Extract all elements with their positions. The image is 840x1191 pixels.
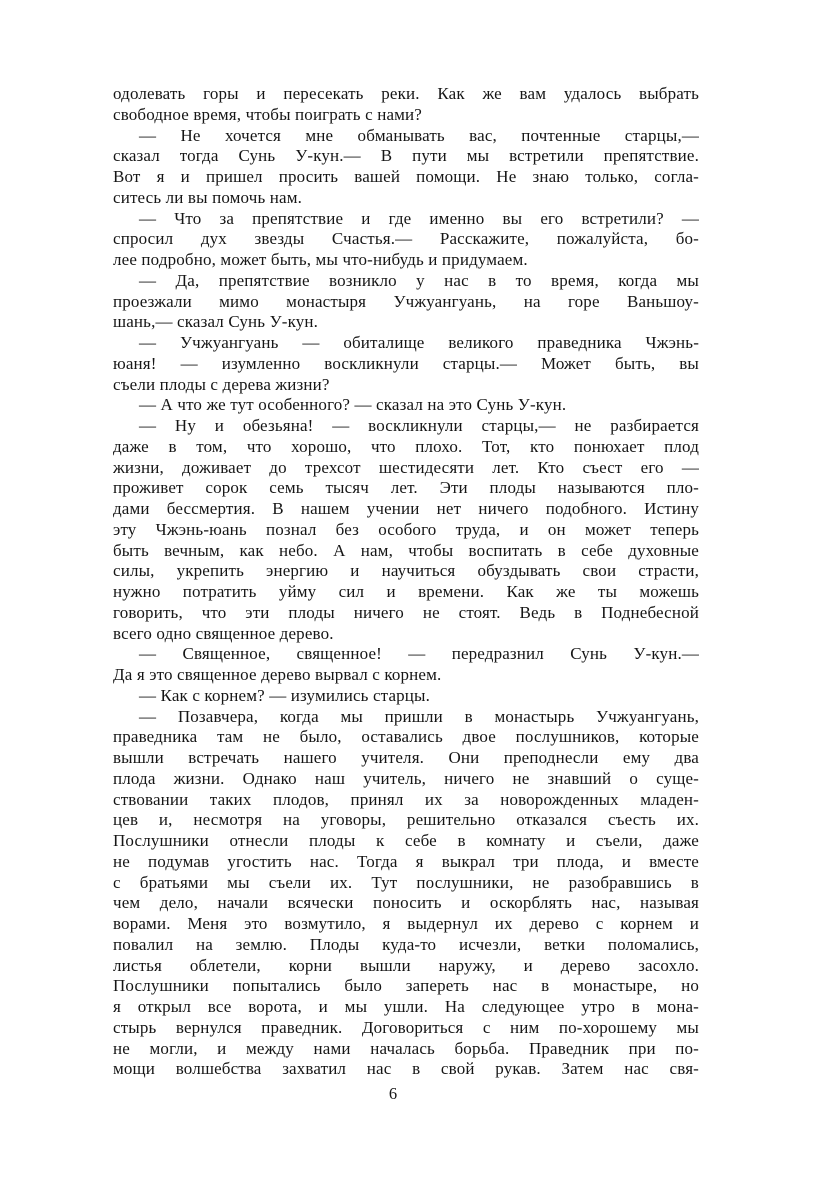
- text-line: — Ну и обезьяна! — воскликнули старцы,— не разбирается: [139, 416, 699, 435]
- text-block: [113, 84, 699, 1080]
- text-line: с братьями мы съели их. Тут послушники, не разобравшись в: [113, 872, 699, 892]
- text-line: ситесь ли вы помочь нам.: [113, 187, 303, 207]
- page-number: 6: [388, 1084, 398, 1103]
- text-line: нужно потратить уйму сил и времени. Как же ты можешь: [113, 582, 699, 601]
- text-line: — Священное, священное! — передразнил Сунь У-кун.—: [139, 644, 699, 664]
- text-line: даже в том, что хорошо, что плохо. Тот, кто понюхает плод: [113, 436, 699, 456]
- text-line: — Как с корнем? — изумились старцы.: [139, 685, 431, 705]
- text-line: силы, укрепить энергию и научиться обуздывать свои страсти,: [113, 561, 699, 581]
- text-line: говорить, что эти плоды ничего не стоят. Ведь в Поднебесной: [113, 602, 699, 622]
- text-line: проживет сорок семь тысяч лет. Эти плоды называются пло-: [113, 478, 699, 498]
- text-line: быть вечным, как небо. А нам, чтобы воспитать в себе духовные: [113, 540, 699, 560]
- text-line: юаня! — изумленно воскликнули старцы.— Может быть, вы: [113, 353, 699, 373]
- text-line: мощи волшебства захватил нас в свой рукав. Затем нас свя-: [113, 1059, 699, 1079]
- text-line: свободное время, чтобы поиграть с нами?: [113, 104, 422, 124]
- text-line: дами бессмертия. В нашем учении нет ничего подобного. Истину: [113, 499, 699, 518]
- text-line: не могли, и между нами началась борьба. Праведник при по-: [113, 1038, 699, 1058]
- text-line: съели плоды с дерева жизни?: [113, 374, 330, 394]
- text-line: всего одно священное дерево.: [113, 623, 334, 643]
- text-line: спросил дух звезды Счастья.— Расскажите, пожалуйста, бо-: [113, 229, 699, 249]
- text-line: — Да, препятствие возникло у нас в то время, когда мы: [139, 270, 699, 290]
- text-line: — Не хочется мне обманывать вас, почтенные старцы,—: [139, 125, 699, 145]
- text-line: Да я это священное дерево вырвал с корнем.: [113, 665, 442, 684]
- text-line: жизни, доживает до трехсот шестидесяти лет. Кто съест его —: [113, 457, 699, 477]
- text-line: Послушники попытались было запереть нас в монастыре, но: [113, 976, 699, 996]
- text-line: повалил на землю. Плоды куда-то исчезли, ветки поломались,: [113, 934, 699, 954]
- text-line: одолевать горы и пересекать реки. Как же вам удалось выбрать: [113, 84, 699, 103]
- text-line: проезжали мимо монастыря Учжуангуань, на горе Ваньшоу-: [113, 291, 699, 311]
- text-line: — Что за препятствие и где именно вы его встретили? —: [139, 208, 699, 228]
- text-line: не подумав угостить нас. Тогда я выкрал три плода, и вместе: [113, 851, 699, 871]
- text-line: цев и, несмотря на уговоры, решительно отказался съесть их.: [113, 810, 699, 830]
- text-line: Вот я и пришел просить вашей помощи. Не знаю только, согла-: [113, 167, 699, 186]
- text-line: лее подробно, может быть, мы что-нибудь и придумаем.: [113, 250, 528, 269]
- text-line: праведника там не было, оставались двое послушников, которые: [113, 727, 699, 747]
- text-line: чем дело, начали всячески поносить и оскорблять нас, называя: [113, 893, 699, 913]
- text-line: ворами. Меня это возмутило, я выдернул их дерево с корнем и: [113, 914, 699, 933]
- text-line: Послушники отнесли плоды к себе в комнату и съели, даже: [113, 831, 699, 850]
- text-line: — А что же тут особенного? — сказал на это Сунь У-кун.: [139, 395, 567, 415]
- text-line: листья облетели, корни вышли наружу, и дерево засохло.: [113, 955, 699, 975]
- text-line: шань,— сказал Сунь У-кун.: [113, 312, 319, 332]
- text-line: сказал тогда Сунь У-кун.— В пути мы встретили препятствие.: [113, 146, 699, 166]
- text-line: эту Чжэнь-юань познал без особого труда, и он может теперь: [113, 519, 699, 539]
- text-line: стырь вернулся праведник. Договориться с ним по-хорошему мы: [113, 1017, 699, 1037]
- text-line: — Учжуангуань — обиталище великого праведника Чжэнь-: [139, 333, 699, 352]
- text-line: я открыл все ворота, и мы ушли. На следующее утро в мона-: [113, 997, 699, 1016]
- text-line: вышли встречать нашего учителя. Они преподнесли ему два: [113, 748, 699, 767]
- text-line: ствовании таких плодов, принял их за новорожденных младен-: [113, 789, 699, 809]
- text-line: — Позавчера, когда мы пришли в монастырь Учжуангуань,: [139, 706, 699, 726]
- text-line: плода жизни. Однако наш учитель, ничего не знавший о суще-: [113, 768, 699, 788]
